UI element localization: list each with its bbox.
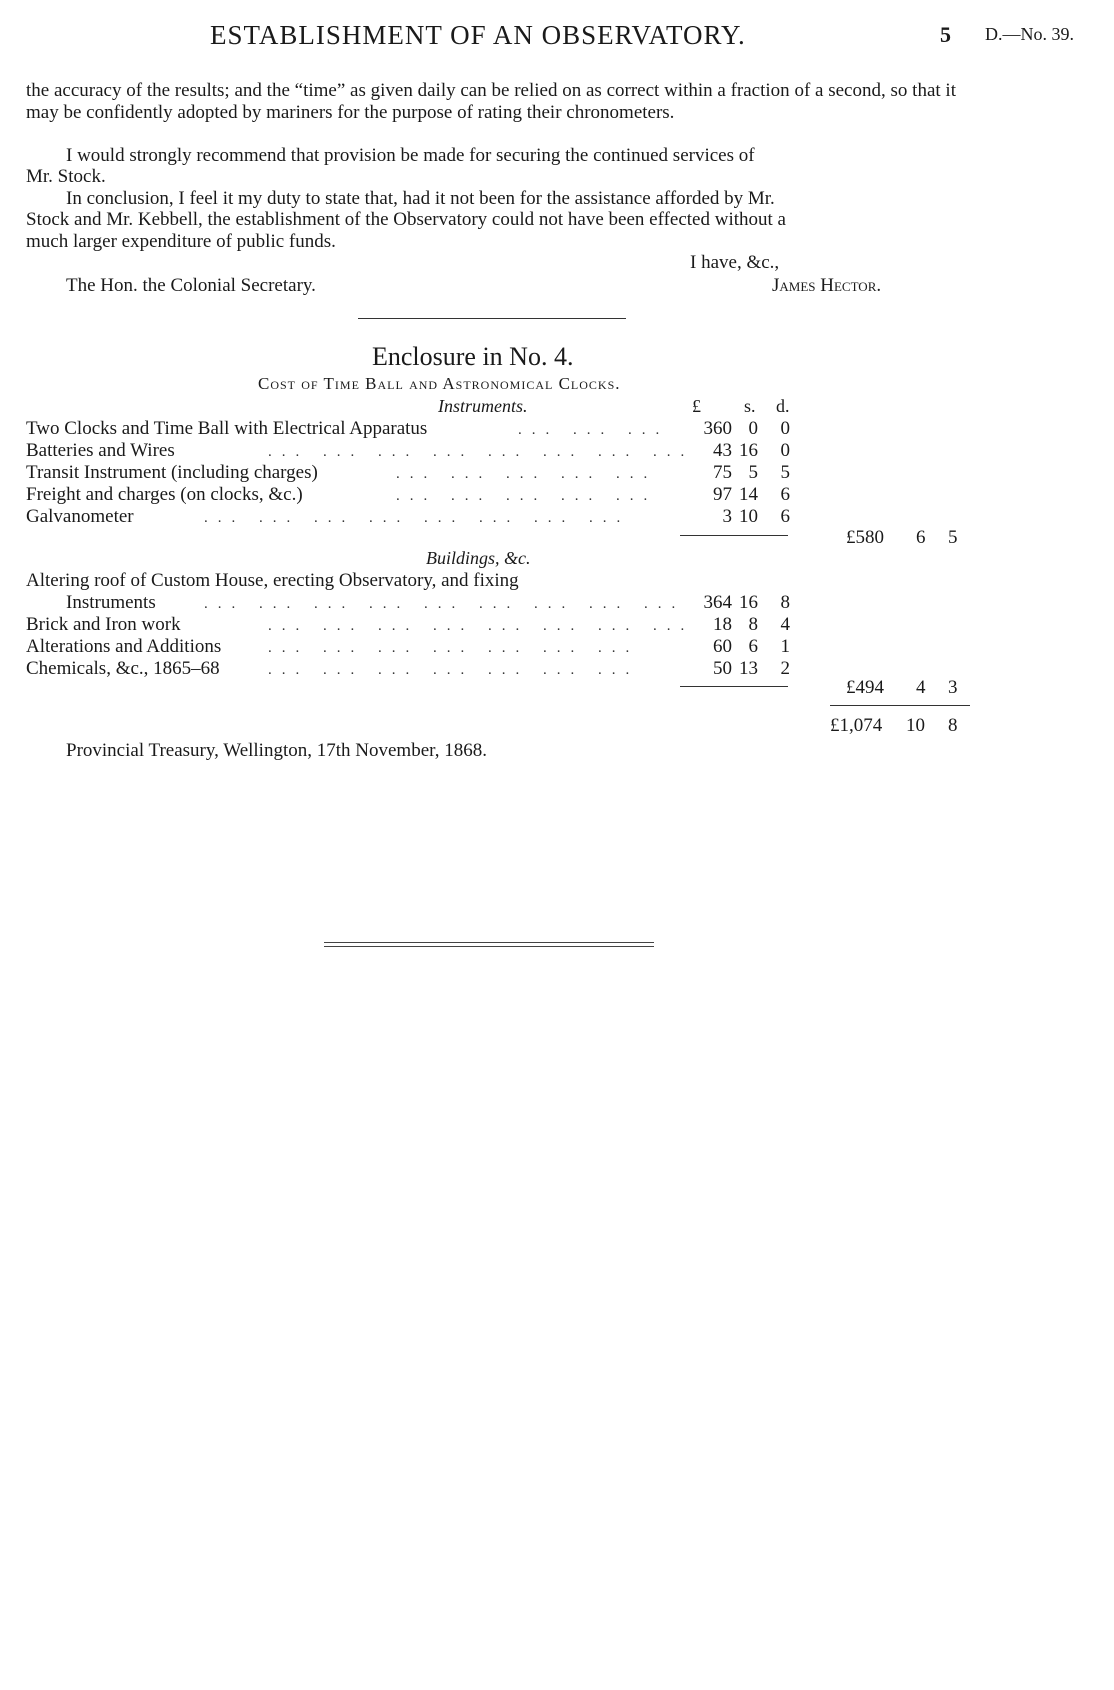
- sum-rule: [680, 686, 788, 687]
- letter-paragraph-3-line-3: much larger expenditure of public funds.: [26, 231, 336, 252]
- letter-paragraph-3-line-1: In conclusion, I feel it my duty to state that, had it not been for the assistance afforded by Mr.: [66, 188, 775, 209]
- letter-paragraph-2-line-1: I would strongly recommend that provision be made for securing the continued services of: [66, 145, 755, 166]
- amount-pence: 8: [780, 592, 790, 613]
- leader-dots: ... ... ... ... ... ... ... ...: [268, 444, 695, 460]
- amount-shillings: 16: [739, 592, 758, 613]
- table-row-label: Altering roof of Custom House, erecting Observatory, and fixing: [26, 570, 519, 591]
- grand-total-pounds: £1,074: [830, 715, 883, 736]
- grand-total-pence: 8: [948, 715, 958, 736]
- amount-shillings: 5: [748, 462, 758, 483]
- sum-rule: [680, 535, 788, 536]
- leader-dots: ... ... ...: [518, 422, 670, 438]
- amount-pence: 6: [780, 506, 790, 527]
- letter-closing: I have, &c.,: [690, 252, 780, 273]
- letter-paragraph-2-line-2: Mr. Stock.: [26, 166, 106, 187]
- amount-shillings: 16: [739, 440, 758, 461]
- instruments-subtotal-pence: 5: [948, 527, 958, 548]
- amount-shillings: 14: [739, 484, 758, 505]
- table-row-label: Alterations and Additions: [26, 636, 222, 657]
- letter-addressee: The Hon. the Colonial Secretary.: [66, 275, 316, 296]
- amount-shillings: 13: [739, 658, 758, 679]
- grand-total-shillings: 10: [906, 715, 925, 736]
- amount-shillings: 0: [748, 418, 758, 439]
- running-header: ESTABLISHMENT OF AN OBSERVATORY.: [210, 20, 746, 50]
- end-rule: [324, 946, 654, 947]
- table-row-label: Instruments: [66, 592, 156, 613]
- document-reference: D.—No. 39.: [985, 24, 1074, 44]
- amount-pence: 4: [780, 614, 790, 635]
- instruments-heading: Instruments.: [438, 396, 528, 416]
- amount-shillings: 6: [748, 636, 758, 657]
- amount-pence: 2: [780, 658, 790, 679]
- leader-dots: ... ... ... ... ... ... ...: [268, 640, 640, 656]
- column-header-shillings: s.: [744, 396, 756, 416]
- amount-pounds: 18: [713, 614, 732, 635]
- instruments-subtotal-shillings: 6: [916, 527, 926, 548]
- table-row-label: Two Clocks and Time Ball with Electrical Apparatus: [26, 418, 428, 439]
- instruments-subtotal-pounds: £580: [846, 527, 884, 548]
- enclosure-footer: Provincial Treasury, Wellington, 17th November, 1868.: [66, 740, 487, 761]
- leader-dots: ... ... ... ... ... ... ... ...: [268, 618, 695, 634]
- leader-dots: ... ... ... ... ...: [396, 488, 658, 504]
- amount-shillings: 10: [739, 506, 758, 527]
- leader-dots: ... ... ... ... ... ... ... ...: [204, 510, 631, 526]
- table-row-label: Galvanometer: [26, 506, 134, 527]
- end-rule: [324, 942, 654, 943]
- column-header-pence: d.: [776, 396, 790, 416]
- letter-paragraph-3-line-2: Stock and Mr. Kebbell, the establishment of the Observatory could not have been effected without a: [26, 209, 786, 230]
- enclosure-title: Enclosure in No. 4.: [372, 342, 574, 371]
- amount-pounds: 50: [713, 658, 732, 679]
- amount-pounds: 3: [722, 506, 732, 527]
- table-row-label: Transit Instrument (including charges): [26, 462, 318, 483]
- table-row-label: Freight and charges (on clocks, &c.): [26, 484, 303, 505]
- leader-dots: ... ... ... ... ... ... ...: [268, 662, 640, 678]
- amount-pounds: 364: [703, 592, 732, 613]
- page-number: 5: [940, 22, 951, 47]
- amount-pounds: 97: [713, 484, 732, 505]
- amount-pence: 0: [780, 440, 790, 461]
- section-divider: [358, 318, 626, 319]
- leader-dots: ... ... ... ... ...: [396, 466, 658, 482]
- amount-pounds: 60: [713, 636, 732, 657]
- table-row-label: Batteries and Wires: [26, 440, 175, 461]
- column-header-pounds: £: [692, 396, 701, 416]
- amount-pence: 5: [780, 462, 790, 483]
- amount-shillings: 8: [748, 614, 758, 635]
- amount-pence: 0: [780, 418, 790, 439]
- grand-total-rule: [830, 705, 970, 706]
- buildings-heading: Buildings, &c.: [426, 548, 531, 568]
- enclosure-subtitle: Cost of Time Ball and Astronomical Clocks.: [258, 374, 621, 393]
- table-row-label: Chemicals, &c., 1865–68: [26, 658, 220, 679]
- letter-signature: James Hector.: [772, 275, 882, 296]
- letter-paragraph-1: the accuracy of the results; and the “time” as given daily can be relied on as correct within a fraction of a second, so that it may be confidently adopted by mariners for the purpose of rating their chronometers.: [26, 80, 956, 123]
- buildings-subtotal-shillings: 4: [916, 677, 926, 698]
- buildings-subtotal-pence: 3: [948, 677, 958, 698]
- amount-pounds: 43: [713, 440, 732, 461]
- amount-pounds: 360: [703, 418, 732, 439]
- amount-pounds: 75: [713, 462, 732, 483]
- leader-dots: ... ... ... ... ... ... ... ... ...: [204, 596, 686, 612]
- buildings-subtotal-pounds: £494: [846, 677, 884, 698]
- table-row-label: Brick and Iron work: [26, 614, 181, 635]
- amount-pence: 6: [780, 484, 790, 505]
- amount-pence: 1: [780, 636, 790, 657]
